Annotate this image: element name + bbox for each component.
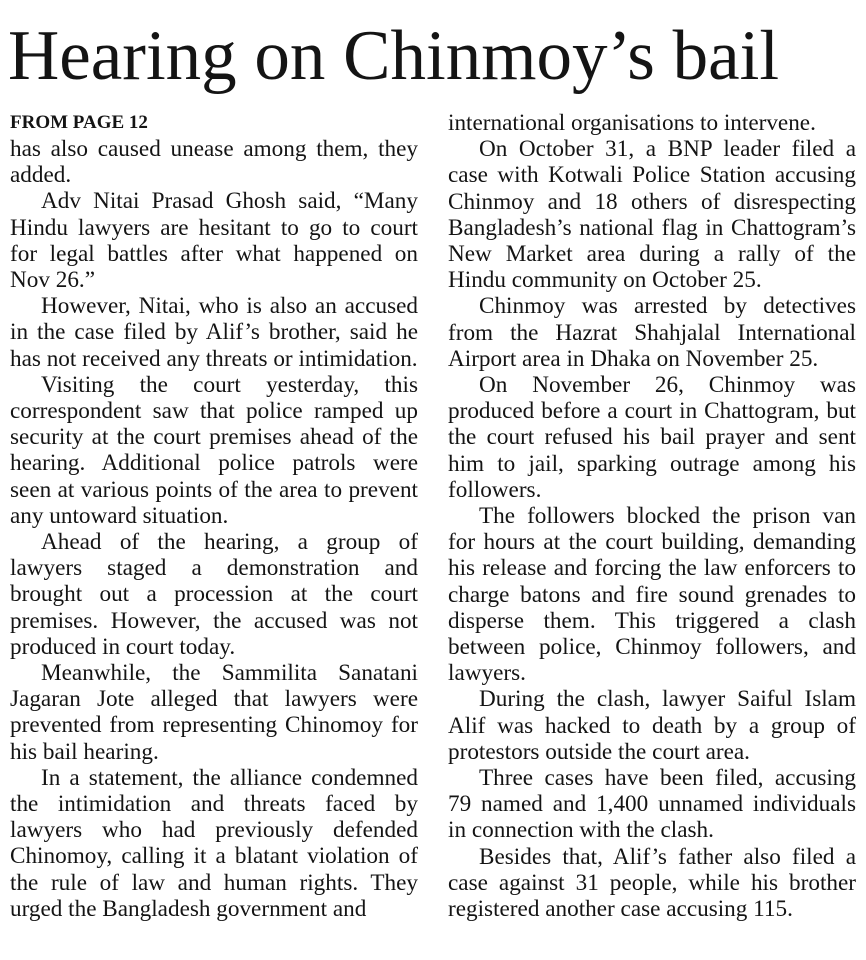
article-column-left [10,110,418,922]
paragraph: On October 31, a BNP leader filed a case with Kotwali Police Station accusing Chinmoy and 18 others of disrespecting Bangladesh’s national flag in Chattogram’s New Market area during a rally of the Hindu community on October 25. [448,136,856,294]
headline: Hearing on Chinmoy’s bail [8,17,780,95]
paragraph: In a statement, the alliance condemned the intimidation and threats faced by lawyers who had previously defended Chinomoy, calling it a blatant violation of the rule of law and human rights. They urged the Bangladesh government and [10,764,418,922]
paragraph: Visiting the court yesterday, this correspondent saw that police ramped up security at the court premises ahead of the hearing. Additional police patrols were seen at various points of the area to prevent any untoward situation. [10,371,418,529]
paragraph: Adv Nitai Prasad Ghosh said, “Many Hindu lawyers are hesitant to go to court for legal battles after what happened on Nov 26.” [10,188,418,294]
paragraph: Ahead of the hearing, a group of lawyers staged a demonstration and brought out a procession at the court premises. However, the accused was not produced in court today. [10,529,418,660]
article-column-right [448,110,856,922]
paragraph: The followers blocked the prison van for hours at the court building, demanding his release and forcing the law enforcers to charge batons and fire sound grenades to disperse them. This triggered a clash between police, Chinmoy followers, and lawyers. [448,503,856,687]
paragraph: Chinmoy was arrested by detectives from the Hazrat Shahjalal International Airport area in Dhaka on November 25. [448,293,856,372]
paragraph: However, Nitai, who is also an accused in the case filed by Alif’s brother, said he has not received any threats or intimidation. [10,293,418,372]
paragraph: During the clash, lawyer Saiful Islam Alif was hacked to death by a group of protestors outside the court area. [448,686,856,765]
paragraph: On November 26, Chinmoy was produced before a court in Chattogram, but the court refused his bail prayer and sent him to jail, sparking outrage among his followers. [448,372,856,503]
paragraph: Three cases have been filed, accusing 79 named and 1,400 unnamed individuals in connection with the clash. [448,765,856,844]
paragraph: Besides that, Alif’s father also filed a case against 31 people, while his brother registered another case accusing 115. [448,843,856,923]
paragraph: has also caused unease among them, they added. [10,136,418,189]
paragraph: Meanwhile, the Sammilita Sanatani Jagaran Jote alleged that lawyers were prevented from representing Chinomoy for his bail hearing. [10,660,418,765]
paragraph: international organisations to intervene. [448,110,816,136]
continuation-kicker: FROM PAGE 12 [10,112,148,133]
